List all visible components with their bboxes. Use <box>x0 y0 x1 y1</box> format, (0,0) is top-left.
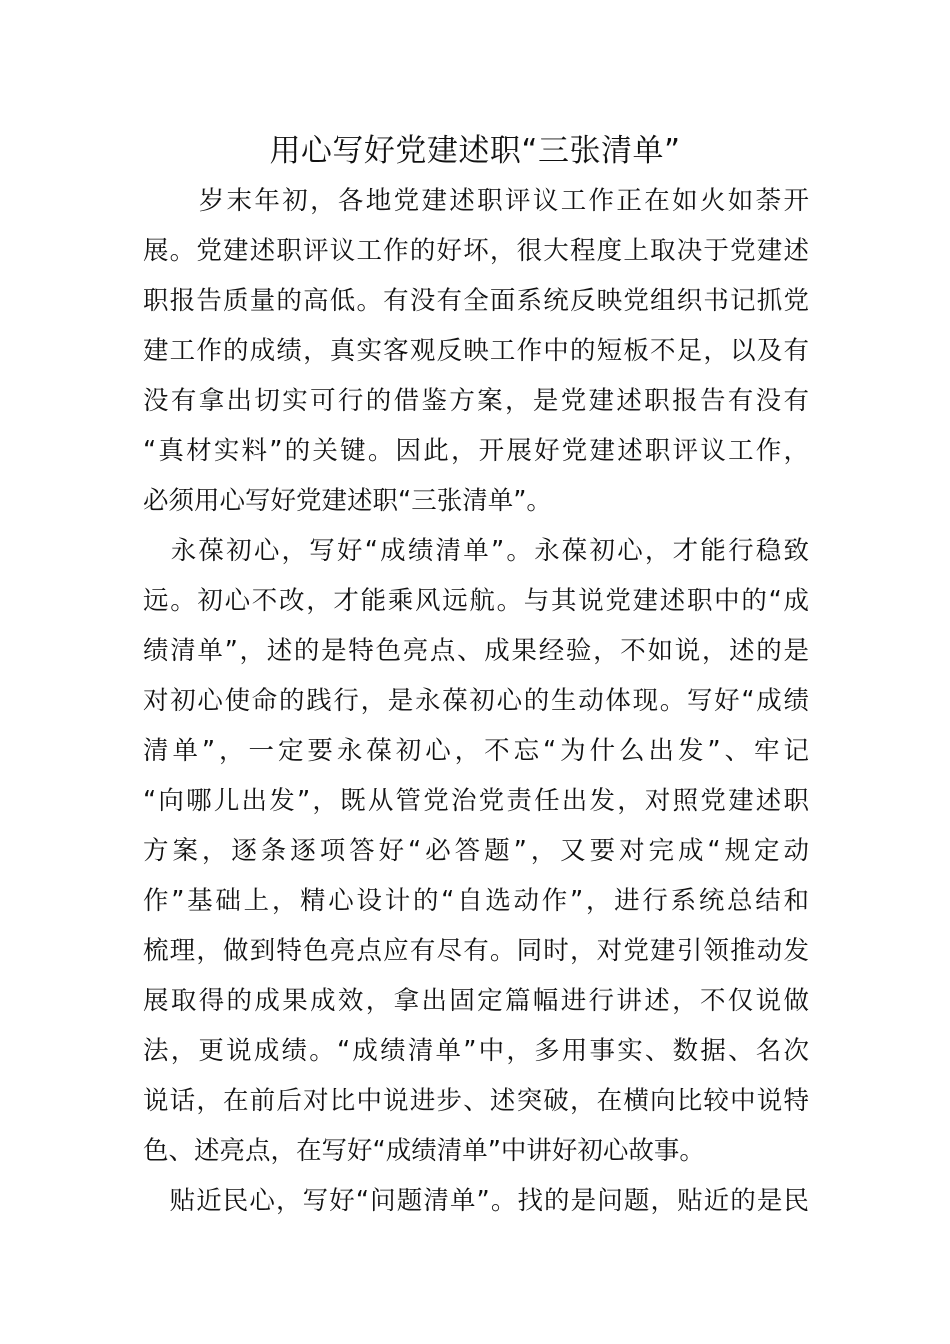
paragraph-line: 岁末年初，各地党建述职评议工作正在如火如荼开 <box>143 186 809 216</box>
paragraph-line: 展取得的成果成效，拿出固定篇幅进行讲述，不仅说做 <box>143 986 809 1016</box>
paragraph-line: 清单”，一定要永葆初心，不忘“为什么出发”、牢记 <box>143 736 809 766</box>
paragraph-line: 法，更说成绩。“成绩清单”中，多用事实、数据、名次 <box>143 1036 809 1066</box>
paragraph-line: “真材实料”的关键。因此，开展好党建述职评议工作， <box>143 436 809 466</box>
paragraph-line: 职报告质量的高低。有没有全面系统反映党组织书记抓党 <box>143 286 809 316</box>
paragraph-line: 必须用心写好党建述职“三张清单”。 <box>143 486 552 516</box>
paragraph-line: 作”基础上，精心设计的“自选动作”，进行系统总结和 <box>143 886 809 916</box>
document-title: 用心写好党建述职“三张清单” <box>269 133 681 169</box>
paragraph-line: 没有拿出切实可行的借鉴方案，是党建述职报告有没有 <box>143 386 809 416</box>
paragraph-line: 方案，逐条逐项答好“必答题”，又要对完成“规定动 <box>143 836 809 866</box>
paragraph-line: 展。党建述职评议工作的好坏，很大程度上取决于党建述 <box>143 236 809 266</box>
paragraph-line: 绩清单”，述的是特色亮点、成果经验，不如说，述的是 <box>143 636 809 666</box>
paragraph-line: 色、述亮点，在写好“成绩清单”中讲好初心故事。 <box>143 1136 705 1166</box>
paragraph-line: 远。初心不改，才能乘风远航。与其说党建述职中的“成 <box>143 586 809 616</box>
paragraph-line: “向哪儿出发”，既从管党治党责任出发，对照党建述职 <box>143 786 809 816</box>
paragraph-line: 说话，在前后对比中说进步、述突破，在横向比较中说特 <box>143 1086 809 1116</box>
paragraph-line: 梳理，做到特色亮点应有尽有。同时，对党建引领推动发 <box>143 936 809 966</box>
paragraph-line: 永葆初心，写好“成绩清单”。永葆初心，才能行稳致 <box>143 536 809 566</box>
paragraph-line: 对初心使命的践行，是永葆初心的生动体现。写好“成绩 <box>143 686 809 716</box>
paragraph-line: 贴近民心，写好“问题清单”。找的是问题，贴近的是民 <box>143 1186 809 1216</box>
paragraph-line: 建工作的成绩，真实客观反映工作中的短板不足，以及有 <box>143 336 809 366</box>
